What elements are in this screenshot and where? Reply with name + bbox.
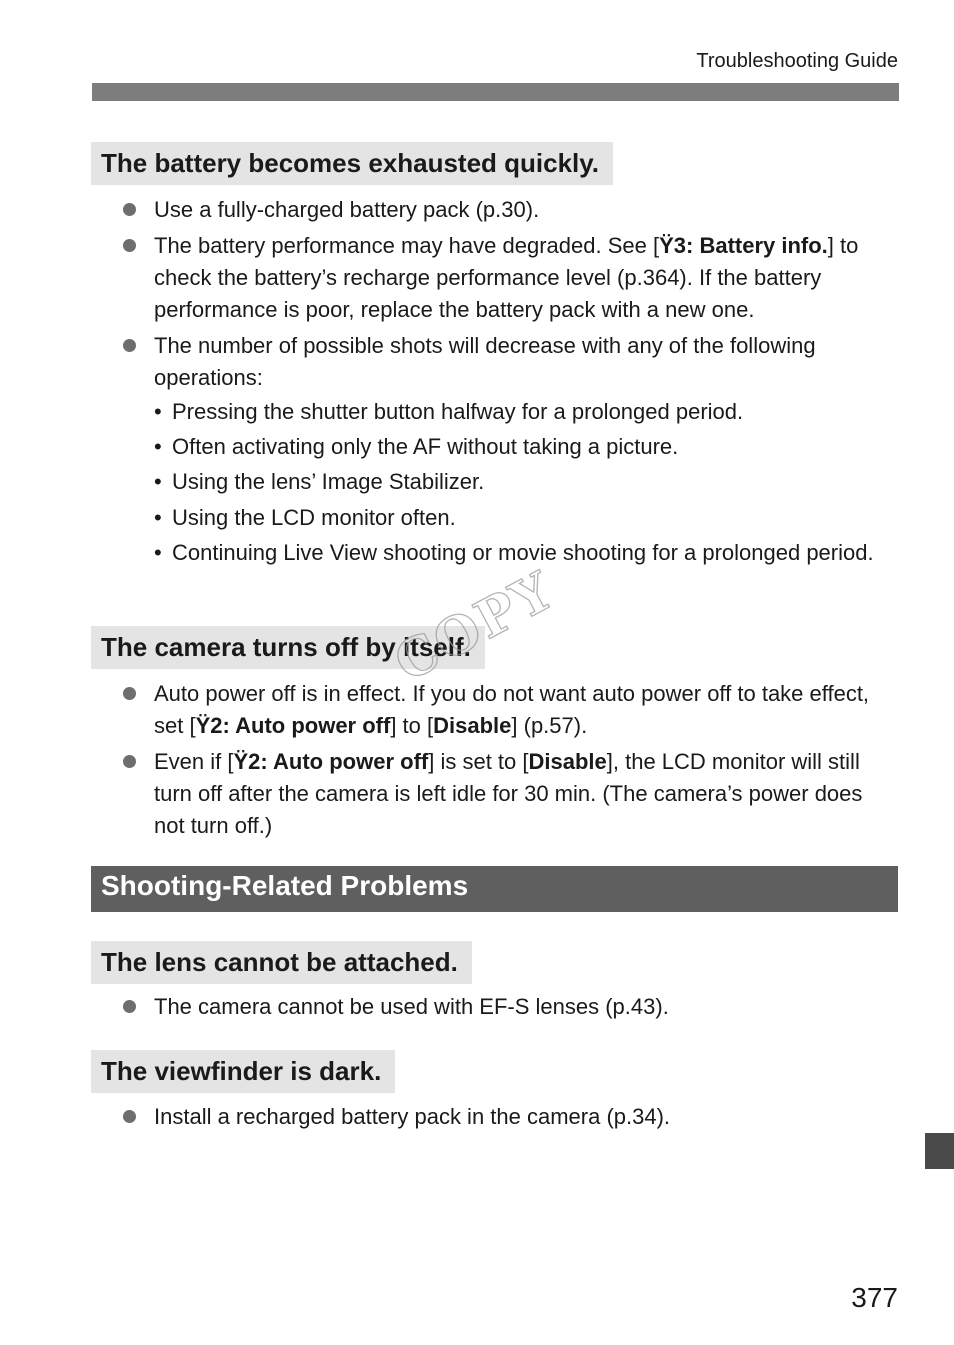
sub-bullet-icon: • xyxy=(154,540,162,565)
sub-bullet-icon: • xyxy=(154,505,162,530)
bullet-dot-icon xyxy=(123,755,136,768)
bullet-text: Auto power off is in effect. If you do not want auto power off to take effect, set [ xyxy=(154,681,870,738)
setup-menu-icon: Ÿ xyxy=(195,713,211,738)
menu-reference: 2: Auto power off xyxy=(210,713,391,738)
section-heading-camera-off: The camera turns off by itself. xyxy=(91,626,485,669)
bullet-text: ] (p.57). xyxy=(511,713,588,738)
sub-bullet-text: Continuing Live View shooting or movie shooting for a prolonged period. xyxy=(172,540,874,565)
bullet-list-lens xyxy=(154,991,899,1027)
bullet-text: ] to check the battery’s recharge performance level (p.364). If the battery performance is poor, replace the battery pack with a new one. xyxy=(154,233,859,322)
bullet-dot-icon xyxy=(123,1000,136,1013)
sub-list-item xyxy=(154,502,899,534)
section-heading-battery: The battery becomes exhausted quickly. xyxy=(91,142,613,185)
bullet-text: The battery performance may have degraded. See [ xyxy=(154,233,660,258)
bullet-list-battery xyxy=(154,194,899,398)
running-header: Troubleshooting Guide xyxy=(696,50,898,72)
option-reference: Disable xyxy=(528,749,607,774)
bullet-dot-icon xyxy=(123,203,136,216)
bullet-dot-icon xyxy=(123,687,136,700)
page-number: 377 xyxy=(851,1282,898,1313)
bullet-text: The number of possible shots will decrease with any of the following operations: xyxy=(154,333,816,390)
menu-reference: 3: Battery info. xyxy=(673,233,828,258)
bullet-text: Use a fully-charged battery pack (p.30). xyxy=(154,197,540,222)
list-item xyxy=(154,230,899,326)
bullet-text: Even if [ xyxy=(154,749,234,774)
list-item xyxy=(154,678,899,742)
sub-bullet-icon: • xyxy=(154,469,162,494)
list-item xyxy=(154,991,899,1023)
list-item xyxy=(154,746,899,842)
menu-reference: 2: Auto power off xyxy=(248,749,429,774)
bullet-text: ] to [ xyxy=(390,713,434,738)
section-heading-lens: The lens cannot be attached. xyxy=(91,941,472,984)
setup-menu-icon: Ÿ xyxy=(233,749,249,774)
bullet-text: ] is set to [ xyxy=(428,749,529,774)
sub-bullet-icon: • xyxy=(154,434,162,459)
bullet-text: ], the LCD monitor will still turn off after the camera is left idle for 30 min. (The camera’s power does not turn off.) xyxy=(154,749,863,838)
bullet-dot-icon xyxy=(123,239,136,252)
bullet-dot-icon xyxy=(123,1110,136,1123)
section-heading-viewfinder: The viewfinder is dark. xyxy=(91,1050,395,1093)
bullet-list-camera-off xyxy=(154,678,899,846)
header-rule xyxy=(92,83,899,101)
sub-bullet-text: Often activating only the AF without taking a picture. xyxy=(172,434,679,459)
sub-bullet-text: Using the lens’ Image Stabilizer. xyxy=(172,469,485,494)
sub-list-item xyxy=(154,431,899,463)
bullet-dot-icon xyxy=(123,339,136,352)
sub-bullet-text: Using the LCD monitor often. xyxy=(172,505,456,530)
list-item xyxy=(154,330,899,394)
list-item xyxy=(154,1101,899,1133)
list-item xyxy=(154,194,899,226)
bullet-text: The camera cannot be used with EF-S lenses (p.43). xyxy=(154,994,669,1019)
sub-bullet-icon: • xyxy=(154,399,162,424)
copy-watermark: COPY xyxy=(385,559,565,694)
sub-bullet-text: Pressing the shutter button halfway for a prolonged period. xyxy=(172,399,744,424)
setup-menu-icon: Ÿ xyxy=(659,233,674,258)
chapter-title-bar: Shooting-Related Problems xyxy=(91,866,898,912)
chapter-thumb-tab xyxy=(925,1133,954,1169)
bullet-list-viewfinder xyxy=(154,1101,899,1137)
sub-list-item xyxy=(154,466,899,498)
option-reference: Disable xyxy=(433,713,512,738)
bullet-text: Install a recharged battery pack in the camera (p.34). xyxy=(154,1104,671,1129)
sub-list-item xyxy=(154,396,899,428)
